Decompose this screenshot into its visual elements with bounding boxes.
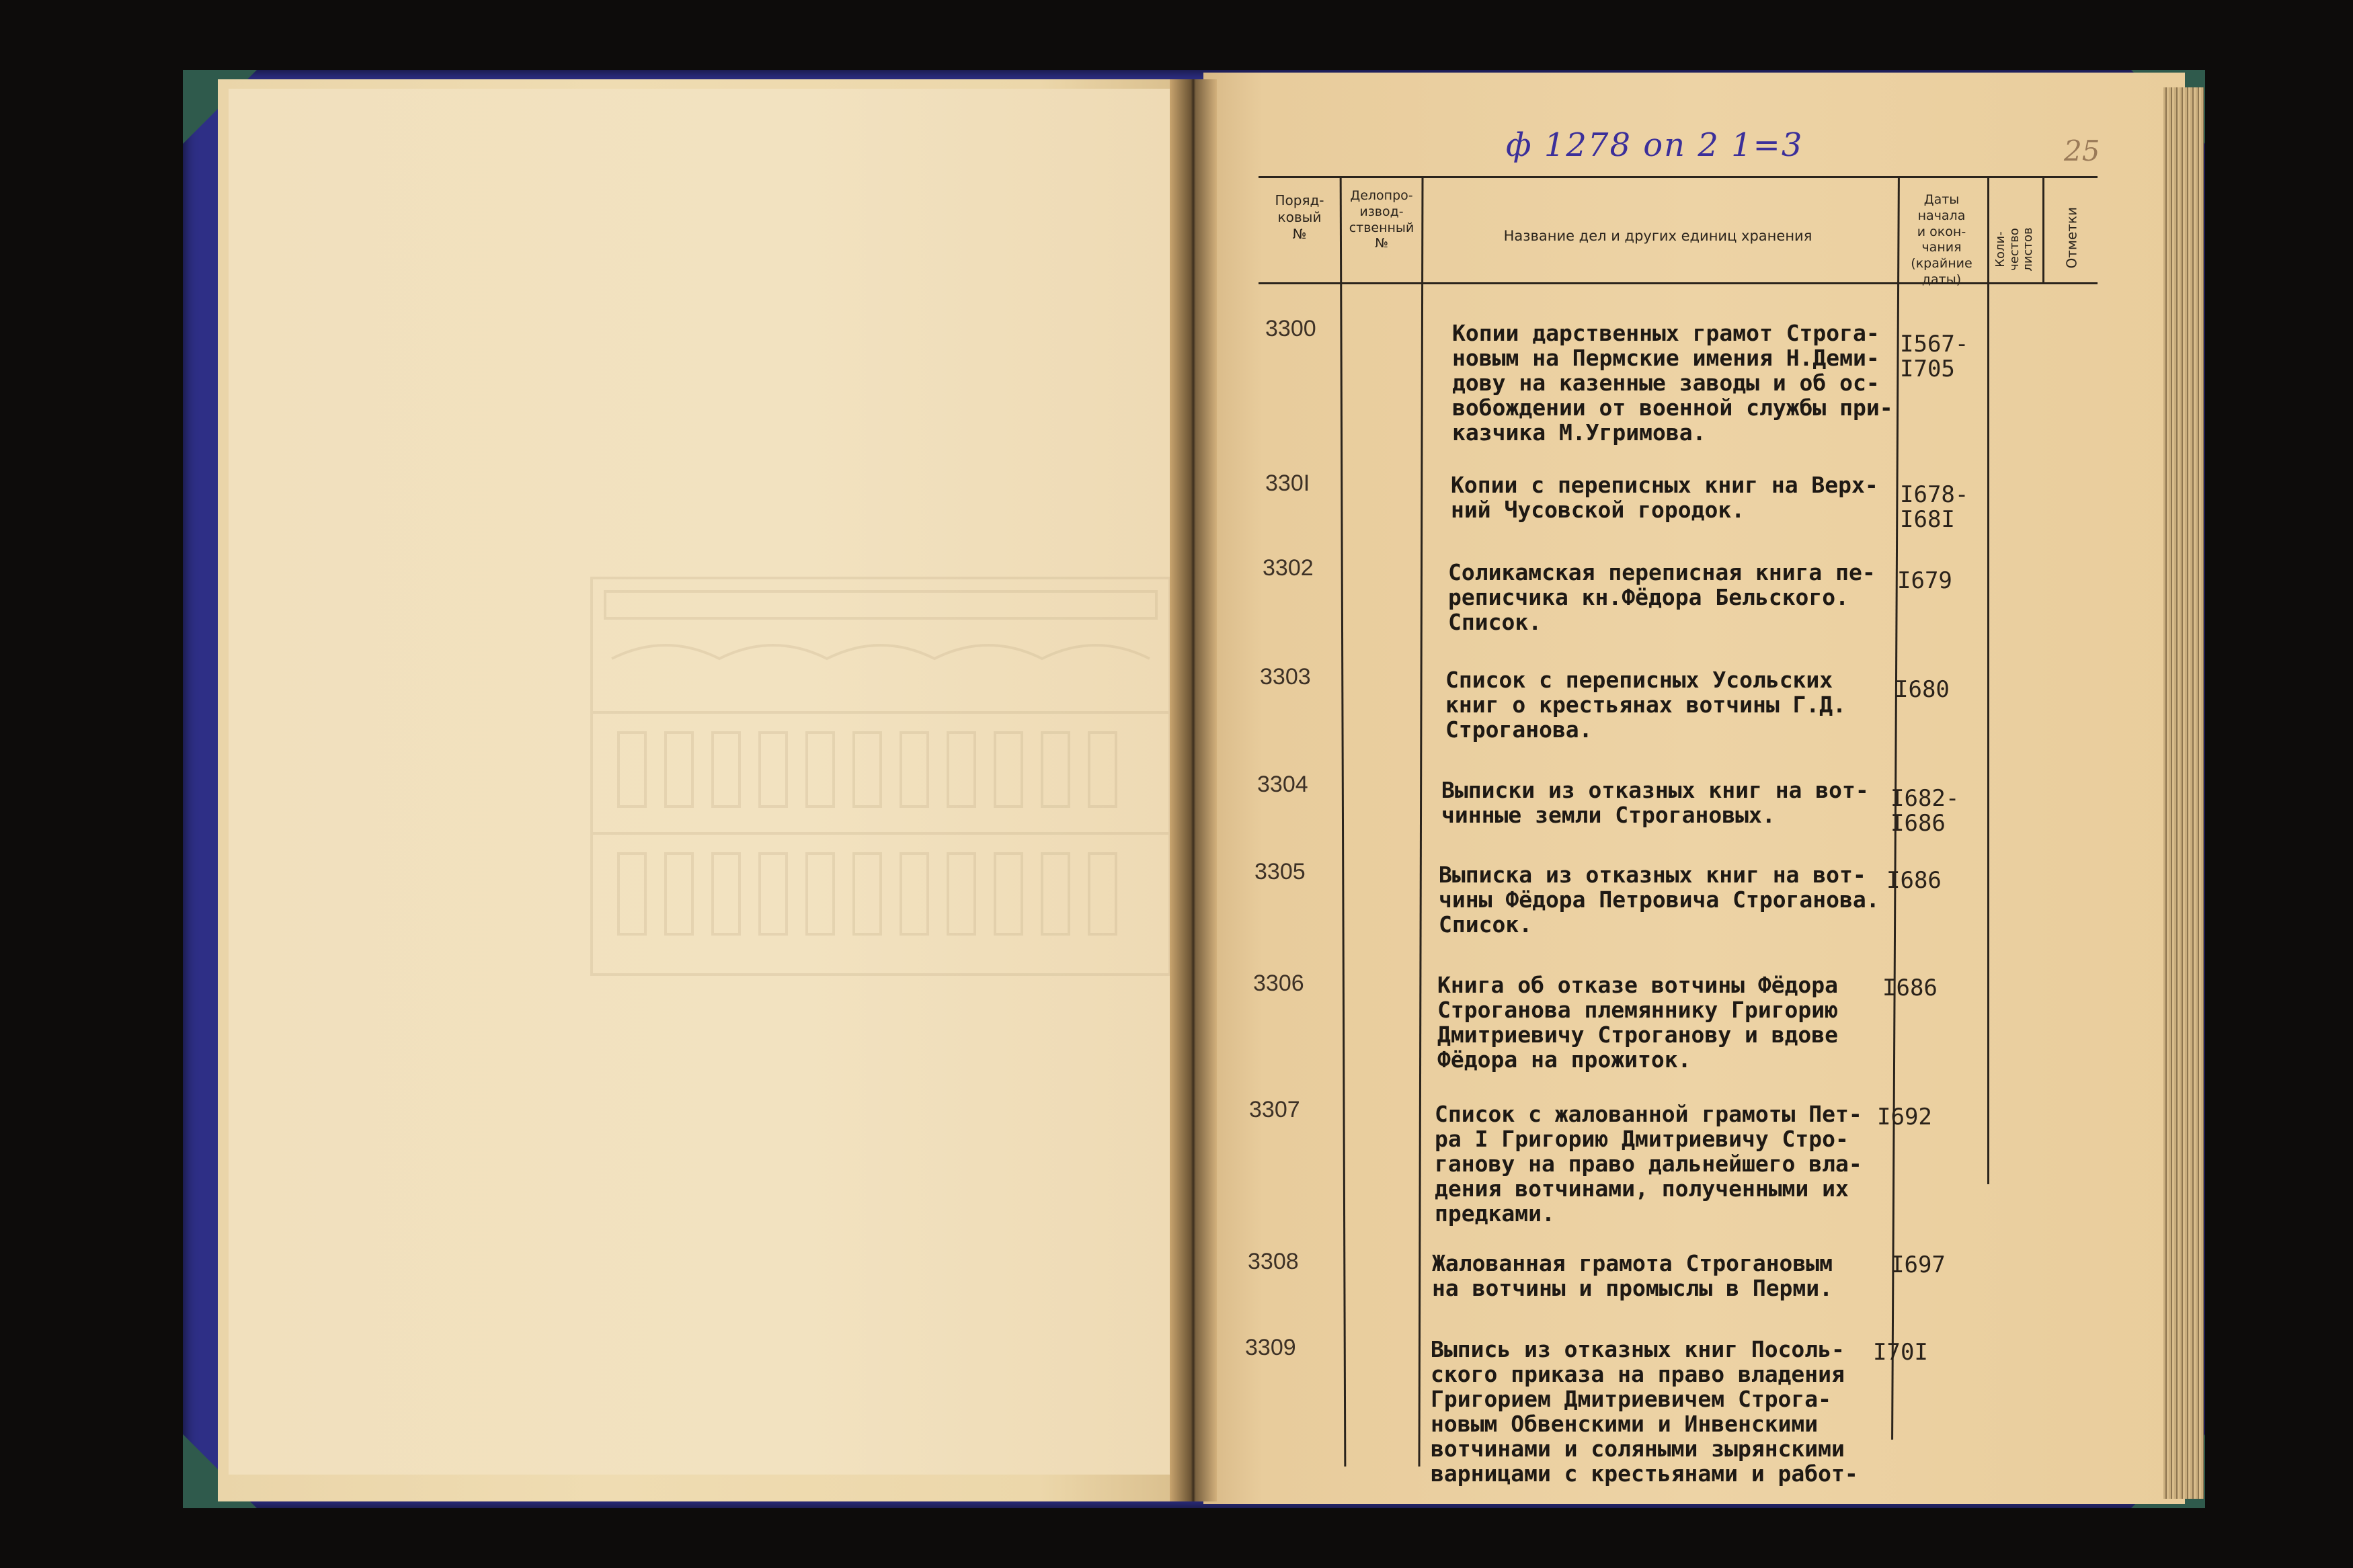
row-title: Выписки из отказных книг на вот- чинные земли Строгановых. [1441,777,1869,828]
book-gutter [1170,79,1217,1501]
row-number: 3308 [1248,1249,1299,1274]
row-dates: I692 [1877,1104,1932,1130]
row-number: 3302 [1263,555,1314,581]
row-title: Выписка из отказных книг на вот- чины Фёдора Петровича Строганова. Список. [1439,862,1880,938]
row-number: 330I [1265,470,1310,496]
row-dates: I686 [1886,867,1942,894]
header-office-number: Делопро- извод- ственный № [1349,188,1414,251]
row-dates: I697 [1890,1251,1946,1278]
row-title: Соликамская переписная книга пе- реписчика кн.Фёдора Бельского. Список. [1448,559,1876,635]
header-notes: Отметки [2063,206,2080,269]
row-title: Жалованная грамота Строгановым на вотчины и промыслы в Перми. [1432,1250,1833,1301]
row-number: 3307 [1249,1097,1300,1122]
column-divider [2042,176,2044,284]
row-title: Выпись из отказных книг Посоль- ского приказа на право владения Григорием Дмитриевичем Строга- новым Обвенскими и Инвенскими вотчинами и соляными зырянскими варницами с крестьянами и работ- [1431,1336,1858,1487]
row-title: Копии дарственных грамот Строга- новым на Пермские имения Н.Деми- дову на казенные заводы и об ос- вобождении от военной службы при- казчика М.Угримова. [1452,320,1893,446]
page-edges [2163,87,2204,1499]
page-number-handwritten: 25 [2064,134,2100,167]
row-number: 3305 [1254,859,1306,884]
column-divider [1987,176,1989,1184]
row-number: 3304 [1257,772,1308,797]
row-title: Список с переписных Усольских книг о крестьянах вотчины Г.Д. Строганова. [1445,667,1847,743]
row-dates: I680 [1895,676,1950,703]
header-sheet-count: Коли- чество листов [1993,227,2036,272]
building-watermark-icon [585,551,1176,981]
row-dates: I678- I68I [1900,481,1969,534]
row-dates: I682- I686 [1890,785,1960,837]
row-number: 3309 [1245,1335,1296,1360]
row-title: Копии с переписных книг на Верх- ний Чусовской городок. [1451,472,1878,523]
row-number: 3303 [1260,664,1311,690]
header-item-name: Название дел и других единиц хранения [1503,228,1812,244]
header-dates: Даты начала и окон- чания (крайние даты) [1911,192,1972,287]
row-title: Список с жалованной грамоты Пет- ра I Григорию Дмитриевичу Стро- ганову на право дальнейшего вла- дения вотчинами, полученными их предками. [1435,1101,1862,1227]
row-number: 3306 [1253,971,1304,996]
fond-inventory-handwritten: ф 1278 оп 2 1=3 [1506,126,1804,164]
row-dates: I686 [1882,975,1938,1001]
table-top-rule [1259,176,2098,178]
header-seq-number: Поряд- ковый № [1275,192,1324,242]
row-number: 3300 [1265,316,1316,341]
row-dates: I567- I705 [1900,331,1969,383]
row-title: Книга об отказе вотчины Фёдора Строганова племяннику Григорию Дмитриевичу Строганову и вдове Фёдора на прожиток. [1437,972,1839,1073]
row-dates: I679 [1897,567,1952,594]
row-dates: I70I [1873,1339,1928,1366]
